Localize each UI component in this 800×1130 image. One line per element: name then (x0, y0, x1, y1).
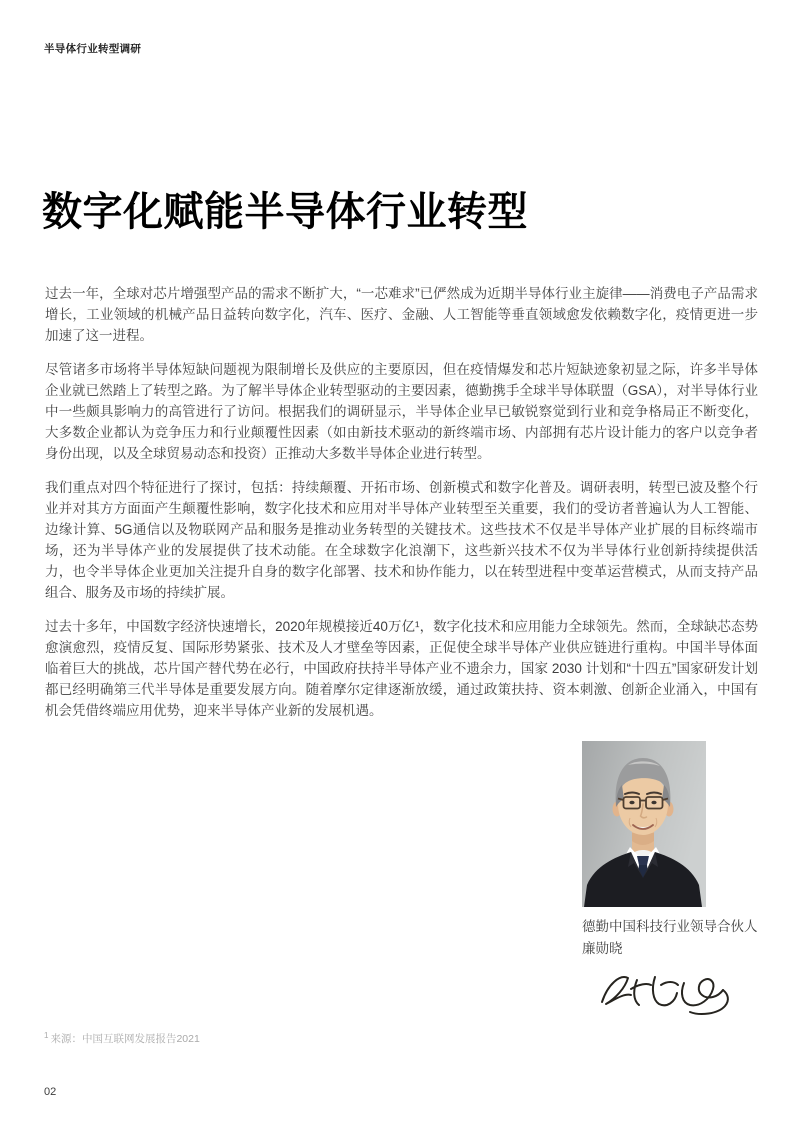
report-series-label: 半导体行业转型调研 (44, 43, 142, 55)
footnote-marker: 1 (44, 1030, 49, 1040)
article-body (45, 283, 758, 734)
page-title: 数字化赋能半导体行业转型 (42, 190, 528, 234)
paragraph: 我们重点对四个特征进行了探讨，包括：持续颠覆、开拓市场、创新模式和数字化普及。调研表明，转型已波及整个行业并对其方方面面产生颠覆性影响，数字化技术和应用对半导体产业转型至关重要，我们的受访者普遍认为人工智能、边缘计算、5G通信以及物联网产品和服务是推动业务转型的关键技术。这些技术不仅是半导体产业扩展的目标终端市场，还为半导体产业的发展提供了技术动能。在全球数字化浪潮下，这些新兴技术不仅为半导体行业创新持续提供活力，也令半导体企业更加关注提升自身的数字化部署、技术和协作能力，以在转型进程中变革运营模式，从而支持产品组合、服务及市场的持续扩展。 (45, 480, 758, 600)
paragraph: 尽管诸多市场将半导体短缺问题视为限制增长及供应的主要原因，但在疫情爆发和芯片短缺迹象初显之际，许多半导体企业就已然踏上了转型之路。为了解半导体企业转型驱动的主要因素，德勤携手全球半导体联盟（GSA），对半导体行业中一些颇具影响力的高管进行了访问。根据我们的调研显示，半导体企业早已敏锐察觉到行业和竞争格局正不断变化，大多数企业都认为竞争压力和行业颠覆性因素（如由新技术驱动的新终端市场、内部拥有芯片设计能力的客户以竞争者身份出现，以及全球贸易动态和投资）正推动大多数半导体企业进行转型。 (45, 362, 758, 461)
paragraph: 过去十多年，中国数字经济快速增长，2020年规模接近40万亿¹，数字化技术和应用能力全球领先。然而，全球缺芯态势愈演愈烈，疫情反复、国际形势紧张、技术及人才壁垒等因素，正促使全球半导体产业供应链进行重构。中国半导体面临着巨大的挑战，芯片国产替代势在必行，中国政府扶持半导体产业不遗余力，国家 2030 计划和“十四五”国家研发计划都已经明确第三代半导体是重要发展方向。随着摩尔定律逐渐放缓，通过政策扶持、资本刺激、创新企业涌入，中国有机会凭借终端应用优势，迎来半导体产业新的发展机遇。 (45, 619, 758, 718)
author-role: 德勤中国科技行业领导合伙人 (582, 919, 758, 934)
author-name: 廉勋晓 (582, 941, 623, 956)
signature-icon (592, 962, 740, 1024)
author-caption (582, 916, 758, 960)
footnote-text: 来源：中国互联网发展报告2021 (50, 1033, 200, 1045)
paragraph: 过去一年，全球对芯片增强型产品的需求不断扩大，“一芯难求”已俨然成为近期半导体行业主旋律——消费电子产品需求增长，工业领域的机械产品日益转向数字化，汽车、医疗、金融、人工智能等垂直领域愈发依赖数字化，疫情更进一步加速了这一进程。 (45, 286, 758, 343)
footnote (44, 1031, 200, 1046)
page-number: 02 (44, 1086, 57, 1098)
portrait-photo (582, 741, 706, 907)
